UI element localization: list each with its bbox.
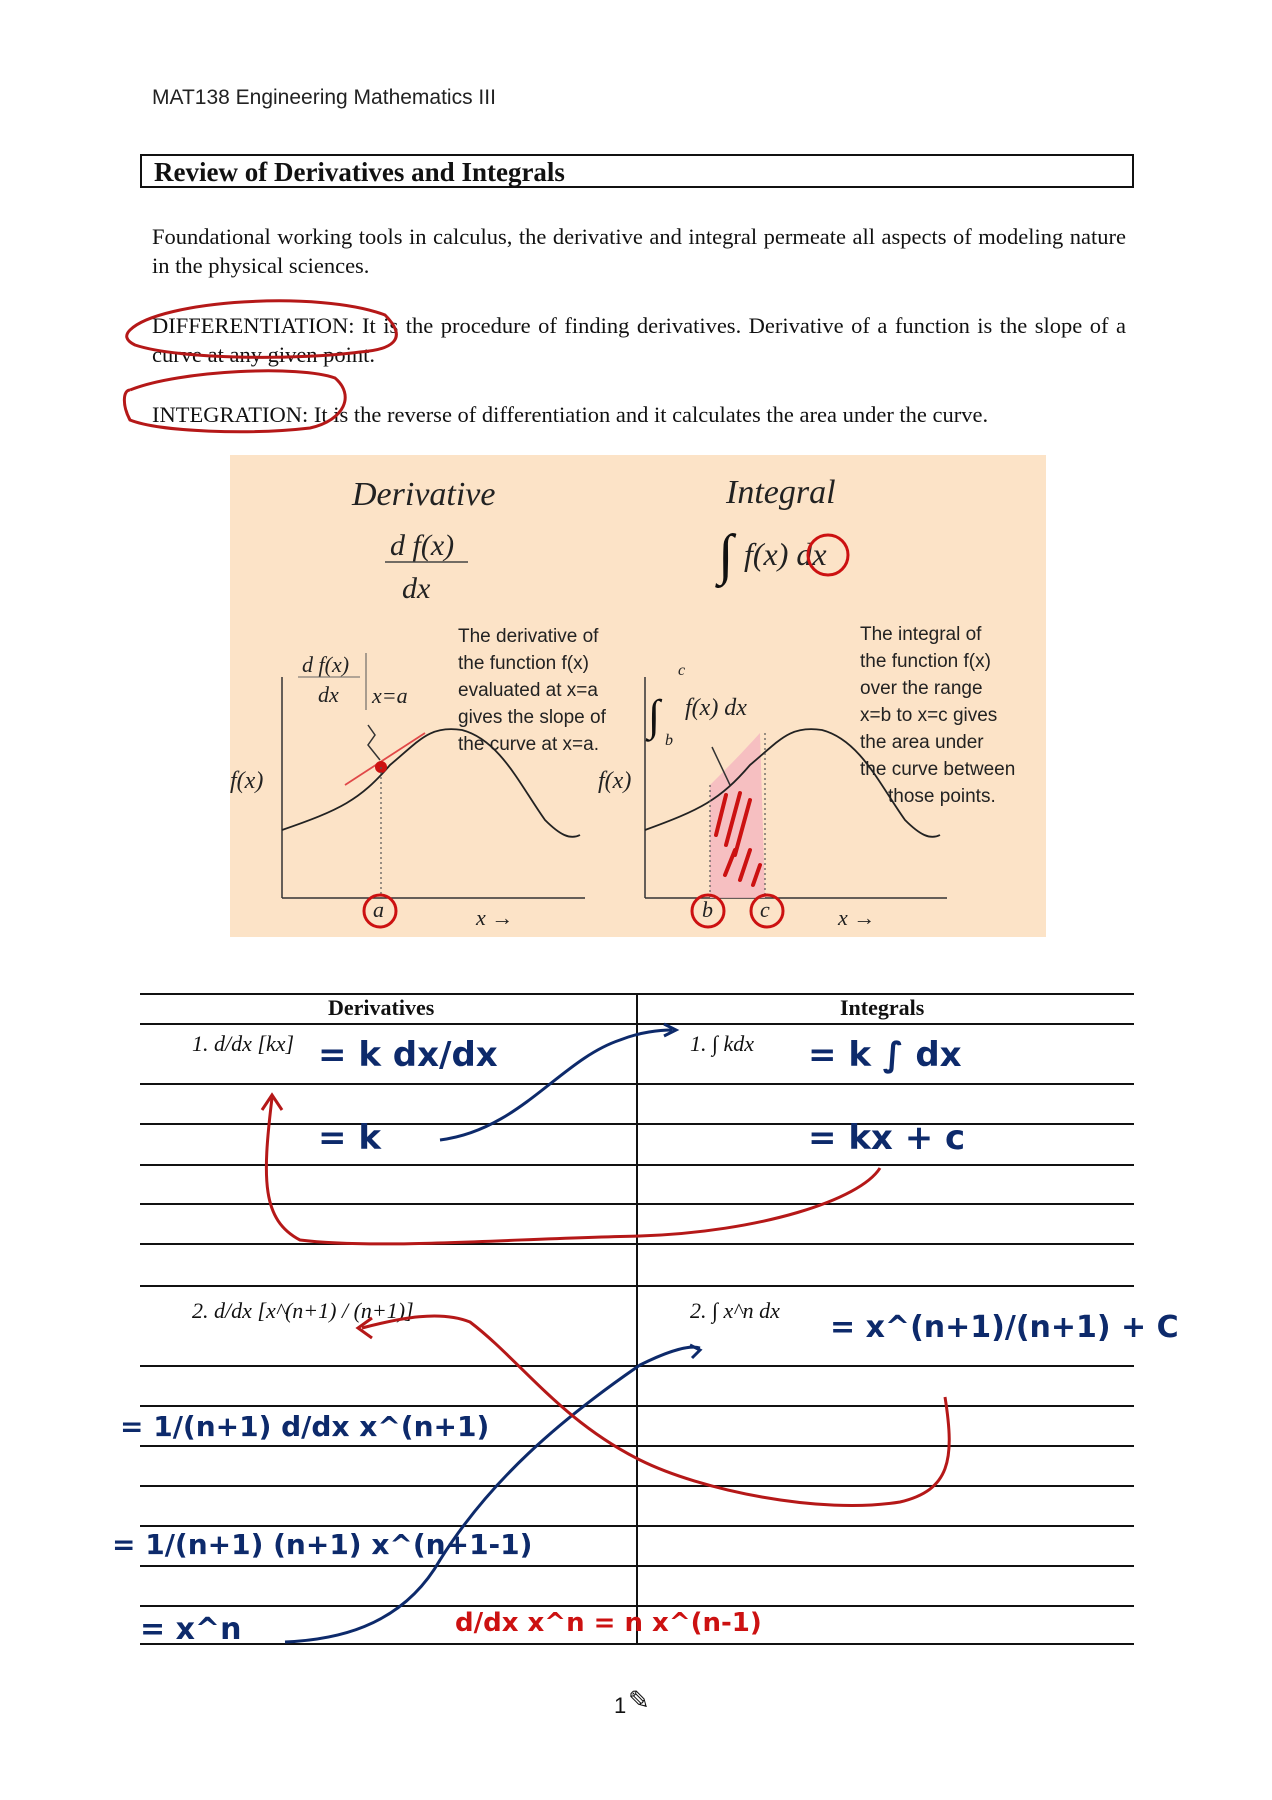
pencil-icon[interactable]: ✎ bbox=[628, 1686, 650, 1715]
handwritten-step: = kx + c bbox=[808, 1118, 966, 1158]
differentiation-definition: It is the procedure of finding derivatives. Derivative of a function is the slope of a curve at any given point. bbox=[152, 313, 1126, 367]
svg-text:d f(x): d f(x) bbox=[390, 529, 455, 562]
svg-text:the function f(x): the function f(x) bbox=[458, 653, 589, 674]
integral-title: Integral bbox=[726, 474, 836, 511]
handwritten-step: = k dx/dx bbox=[318, 1035, 498, 1075]
column-header-derivatives: Derivatives bbox=[328, 995, 435, 1020]
svg-text:f(x) dx: f(x) dx bbox=[744, 536, 827, 572]
svg-text:a: a bbox=[373, 897, 384, 922]
column-header-integrals: Integrals bbox=[840, 995, 925, 1020]
handwritten-step: = k bbox=[318, 1118, 381, 1158]
svg-text:c: c bbox=[760, 897, 770, 922]
derivative-formula-1: 1. d/dx [kx] bbox=[192, 1031, 295, 1056]
svg-text:The derivative of: The derivative of bbox=[458, 626, 599, 647]
figure-graphics bbox=[230, 455, 1046, 937]
handwritten-step: = 1/(n+1) (n+1) x^(n+1-1) bbox=[112, 1528, 533, 1561]
svg-text:The integral of: The integral of bbox=[860, 624, 982, 645]
svg-text:those points.: those points. bbox=[888, 786, 996, 807]
derivative-integral-figure bbox=[230, 455, 1046, 937]
integral-formula-2: 2. ∫ x^n dx bbox=[690, 1298, 780, 1323]
derivative-formula-2: 2. d/dx [x^(n+1) / (n+1)] bbox=[192, 1298, 414, 1323]
svg-text:the function f(x): the function f(x) bbox=[860, 651, 991, 672]
svg-text:gives the slope of: gives the slope of bbox=[458, 707, 606, 728]
integral-formula-1: 1. ∫ kdx bbox=[690, 1031, 755, 1056]
intro-paragraph: Foundational working tools in calculus, the derivative and integral permeate all aspects of modeling nature in the physical sciences. bbox=[152, 224, 1126, 278]
svg-text:f(x): f(x) bbox=[230, 768, 264, 794]
svg-text:the area under: the area under bbox=[860, 732, 984, 753]
svg-text:the curve between: the curve between bbox=[860, 759, 1016, 780]
svg-text:f(x) dx: f(x) dx bbox=[685, 695, 747, 721]
svg-text:over the range: over the range bbox=[860, 678, 983, 699]
svg-text:x=a: x=a bbox=[372, 683, 408, 708]
svg-text:b: b bbox=[665, 732, 673, 749]
course-header: MAT138 Engineering Mathematics III bbox=[152, 86, 496, 109]
handwritten-step: = 1/(n+1) d/dx x^(n+1) bbox=[120, 1410, 490, 1443]
svg-text:the curve at x=a.: the curve at x=a. bbox=[458, 734, 599, 755]
svg-text:d f(x): d f(x) bbox=[302, 652, 350, 677]
handwritten-step: = x^n bbox=[140, 1612, 242, 1647]
svg-text:f(x): f(x) bbox=[598, 768, 632, 794]
handwritten-power-rule: d/dx x^n = n x^(n-1) bbox=[455, 1608, 762, 1638]
differentiation-term: DIFFERENTIATION: bbox=[152, 313, 355, 338]
svg-text:b: b bbox=[702, 897, 713, 922]
svg-text:∫: ∫ bbox=[648, 691, 661, 740]
derivative-title: Derivative bbox=[352, 476, 496, 513]
section-title-box bbox=[140, 154, 1134, 188]
svg-text:dx: dx bbox=[318, 682, 339, 707]
page-number: 1 bbox=[614, 1693, 627, 1718]
handwritten-step: = x^(n+1)/(n+1) + C bbox=[830, 1310, 1179, 1345]
svg-text:dx: dx bbox=[402, 572, 431, 605]
svg-text:evaluated at x=a: evaluated at x=a bbox=[458, 680, 598, 701]
svg-text:c: c bbox=[678, 662, 686, 679]
term-circle-annotations bbox=[120, 290, 420, 450]
svg-text:∫: ∫ bbox=[718, 524, 734, 586]
svg-text:x →: x → bbox=[476, 905, 514, 930]
handwritten-step: = k ∫ dx bbox=[808, 1035, 962, 1075]
integration-term: INTEGRATION: bbox=[152, 402, 309, 427]
svg-text:x →: x → bbox=[838, 905, 876, 930]
section-title: Review of Derivatives and Integrals bbox=[154, 157, 565, 187]
integration-definition: It is the reverse of differentiation and it calculates the area under the curve. bbox=[308, 402, 989, 427]
svg-text:x=b to x=c gives: x=b to x=c gives bbox=[860, 705, 998, 726]
